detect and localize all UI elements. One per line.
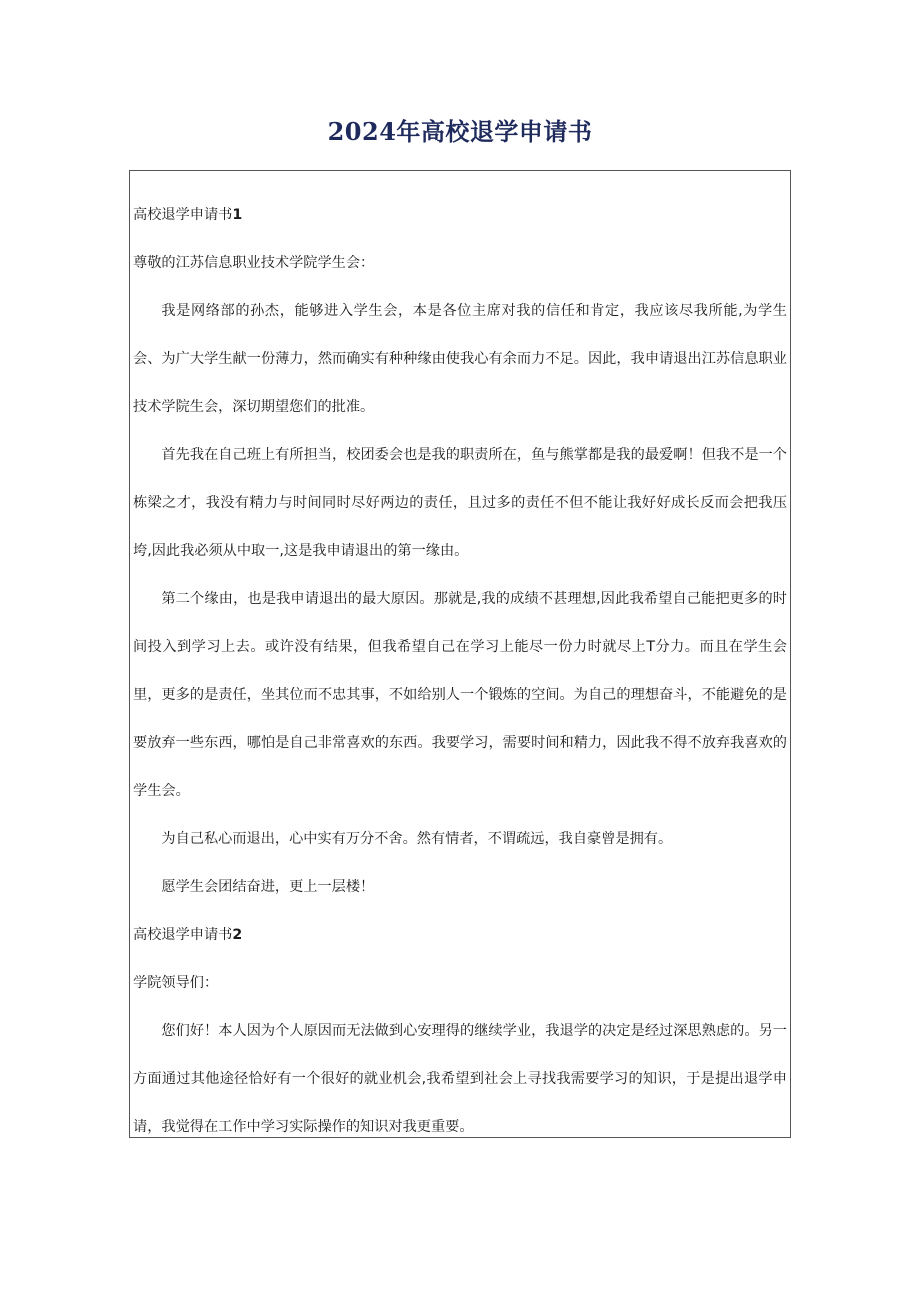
paragraph: 愿学生会团结奋进，更上一层楼！ [161, 879, 375, 895]
page-title: 2024年高校退学申请书 [327, 117, 593, 146]
section-heading-number: 1 [232, 207, 243, 223]
salutation: 尊敬的江苏信息职业技术学院学生会： [133, 255, 375, 271]
document-body [129, 170, 791, 1138]
salutation: 学院领导们： [133, 975, 219, 991]
paragraph: 我是网络部的孙杰，能够进入学生会，本是各位主席对我的信任和肯定，我应该尽我所能,为学生会、为广大学生献一份薄力，然而确实有种种缘由使我心有余而力不足。因此，我申请退出江苏信息职业技术学院生会，深切期望您们的批准。 [133, 303, 787, 415]
section-heading-text: 高校退学申请书 [133, 927, 233, 943]
section-heading [133, 911, 787, 959]
paragraph: 为自己私心而退出，心中实有万分不舍。然有情者，不谓疏远，我自豪曾是拥有。 [161, 831, 673, 847]
paragraph: 首先我在自己班上有所担当，校团委会也是我的职责所在，鱼与熊掌都是我的最爱啊！但我不是一个栋梁之才，我没有精力与时间同时尽好两边的责任，且过多的责任不但不能让我好好成长反而会把我压垮,因此我必须从中取一,这是我申请退出的第一缘由。 [133, 447, 787, 559]
section-heading [133, 191, 787, 239]
section-heading-text: 高校退学申请书 [133, 207, 233, 223]
paragraph: 第二个缘由，也是我申请退出的最大原因。那就是,我的成绩不甚理想,因此我希望自己能把更多的时间投入到学习上去。或许没有结果，但我希望自己在学习上能尽一份力时就尽上T分力。而且在学生会里，更多的是责任，坐其位而不忠其事，不如给别人一个锻炼的空间。为自己的理想奋斗，不能避免的是要放弃一些东西，哪怕是自己非常喜欢的东西。我要学习，需要时间和精力，因此我不得不放弃我喜欢的学生会。 [133, 591, 787, 799]
section-heading-number: 2 [232, 927, 243, 943]
document-content [130, 171, 790, 1138]
paragraph: 您们好！本人因为个人原因而无法做到心安理得的继续学业，我退学的决定是经过深思熟虑的。另一方面通过其他途径恰好有一个很好的就业机会,我希望到社会上寻找我需要学习的知识，于是提出退学申请，我觉得在工作中学习实际操作的知识对我更重要。 [133, 1023, 787, 1135]
